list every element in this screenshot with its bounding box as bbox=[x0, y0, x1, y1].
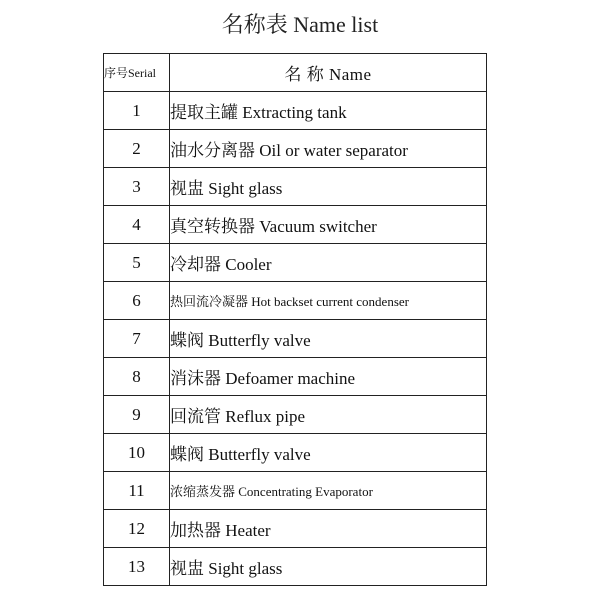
name-cell: 消沫器 Defoamer machine bbox=[170, 358, 487, 396]
page-title: 名称表 Name list bbox=[221, 12, 379, 37]
serial-cell: 1 bbox=[104, 92, 170, 130]
serial-cell: 6 bbox=[104, 282, 170, 320]
serial-cell: 5 bbox=[104, 244, 170, 282]
name-column-header: 名 称 Name bbox=[170, 54, 487, 92]
serial-cell: 12 bbox=[104, 510, 170, 548]
name-cell: 蝶阀 Butterfly valve bbox=[170, 320, 487, 358]
serial-cell: 7 bbox=[104, 320, 170, 358]
serial-cell: 10 bbox=[104, 434, 170, 472]
table-row bbox=[104, 396, 487, 434]
name-cell: 热回流冷凝器 Hot backset current condenser bbox=[170, 282, 487, 320]
name-cell: 提取主罐 Extracting tank bbox=[170, 92, 487, 130]
table-row bbox=[104, 472, 487, 510]
serial-cell: 3 bbox=[104, 168, 170, 206]
name-cell: 冷却器 Cooler bbox=[170, 244, 487, 282]
serial-column-header: 序号Serial bbox=[104, 54, 170, 92]
table-row bbox=[104, 244, 487, 282]
serial-cell: 13 bbox=[104, 548, 170, 586]
name-cell: 视盅 Sight glass bbox=[170, 548, 487, 586]
name-cell: 油水分离器 Oil or water separator bbox=[170, 130, 487, 168]
name-list-table bbox=[103, 53, 487, 586]
table-header-row bbox=[104, 54, 487, 92]
table-row bbox=[104, 282, 487, 320]
serial-cell: 8 bbox=[104, 358, 170, 396]
name-cell: 回流管 Reflux pipe bbox=[170, 396, 487, 434]
serial-cell: 11 bbox=[104, 472, 170, 510]
name-cell: 加热器 Heater bbox=[170, 510, 487, 548]
name-cell: 真空转换器 Vacuum switcher bbox=[170, 206, 487, 244]
table-row bbox=[104, 510, 487, 548]
name-cell: 视盅 Sight glass bbox=[170, 168, 487, 206]
table-row bbox=[104, 168, 487, 206]
serial-cell: 4 bbox=[104, 206, 170, 244]
name-cell: 浓缩蒸发器 Concentrating Evaporator bbox=[170, 472, 487, 510]
serial-cell: 2 bbox=[104, 130, 170, 168]
table-row bbox=[104, 434, 487, 472]
table-row bbox=[104, 548, 487, 586]
name-cell: 蝶阀 Butterfly valve bbox=[170, 434, 487, 472]
table-row bbox=[104, 358, 487, 396]
serial-cell: 9 bbox=[104, 396, 170, 434]
table-row bbox=[104, 320, 487, 358]
table-row bbox=[104, 92, 487, 130]
table-row bbox=[104, 130, 487, 168]
table-row bbox=[104, 206, 487, 244]
